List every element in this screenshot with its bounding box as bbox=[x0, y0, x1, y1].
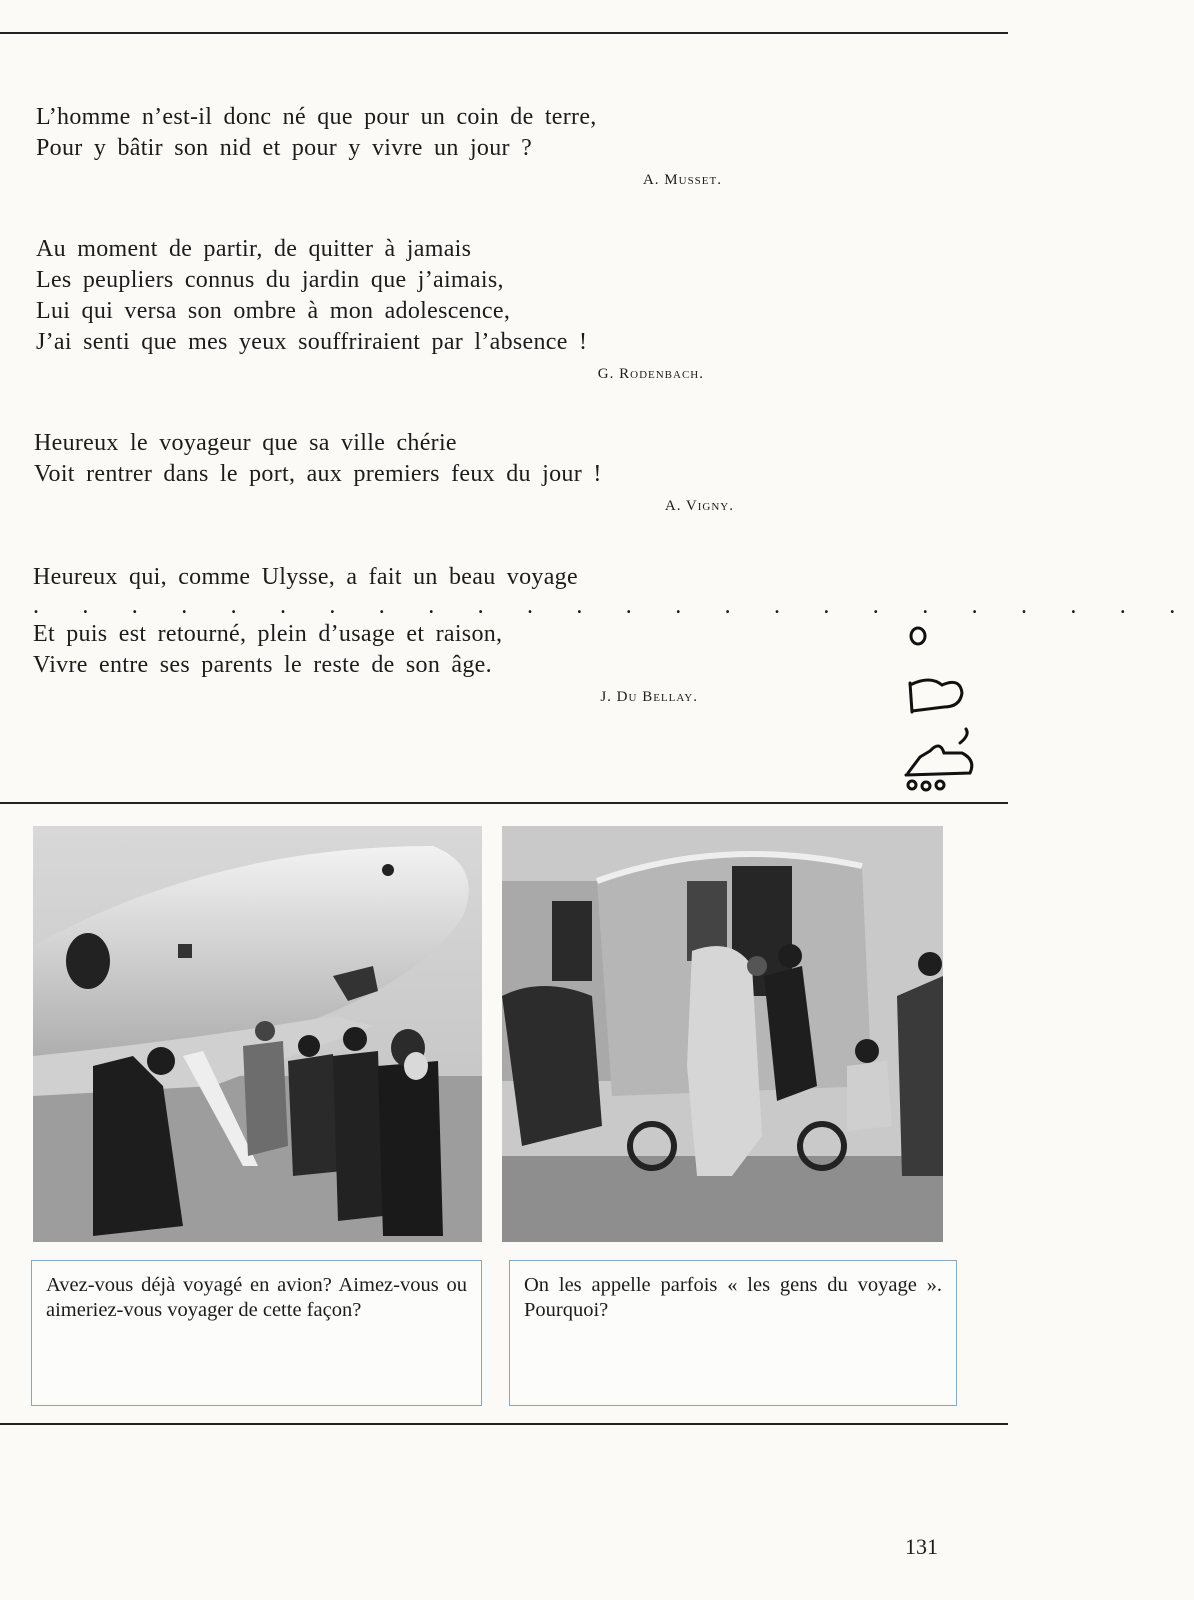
page-number: 131 bbox=[905, 1534, 938, 1559]
poem-ellipsis: . . . . . . . . . . . . . . . . . . . . . . . . bbox=[33, 593, 1194, 619]
poem-author: A. Vigny. bbox=[664, 498, 734, 514]
poem-line: Et puis est retourné, plein d’usage et raison, bbox=[33, 621, 503, 647]
poem-author: J. Du Bellay. bbox=[600, 689, 698, 705]
poem-line: L’homme n’est-il donc né que pour un coin de terre, bbox=[36, 104, 597, 130]
poem-line: Pour y bâtir son nid et pour y vivre un jour ? bbox=[36, 135, 533, 161]
poem-line: Voit rentrer dans le port, aux premiers feux du jour ! bbox=[34, 461, 602, 487]
margin-scribble-icon bbox=[900, 625, 990, 805]
poem-author: G. Rodenbach. bbox=[597, 366, 704, 382]
poem-vigny bbox=[34, 428, 734, 515]
poem-author: A. Musset. bbox=[642, 172, 722, 188]
caption-caravans: On les appelle parfois « les gens du voyage ». Pourquoi? bbox=[509, 1260, 957, 1406]
poem-rodenbach bbox=[36, 234, 704, 383]
poem-line: Lui qui versa son ombre à mon adolescence, bbox=[36, 298, 511, 324]
poem-line: Au moment de partir, de quitter à jamais bbox=[36, 236, 472, 262]
top-rule bbox=[0, 32, 1008, 34]
photo-caravans bbox=[502, 826, 943, 1242]
poem-line: Vivre entre ses parents le reste de son âge. bbox=[33, 652, 492, 678]
poem-line: Les peupliers connus du jardin que j’aimais, bbox=[36, 267, 504, 293]
photo-airplane-boarding bbox=[33, 826, 482, 1242]
middle-rule bbox=[0, 802, 1008, 804]
poem-line: Heureux le voyageur que sa ville chérie bbox=[34, 430, 457, 456]
bottom-rule bbox=[0, 1423, 1008, 1425]
poem-musset bbox=[36, 102, 722, 189]
poem-du-bellay bbox=[33, 562, 1194, 706]
poem-line: J’ai senti que mes yeux souffriraient par l’absence ! bbox=[36, 329, 588, 355]
caption-airplane: Avez-vous déjà voyagé en avion? Aimez-vous ou aimeriez-vous voyager de cette façon? bbox=[31, 1260, 482, 1406]
poem-line: Heureux qui, comme Ulysse, a fait un beau voyage bbox=[33, 564, 578, 590]
